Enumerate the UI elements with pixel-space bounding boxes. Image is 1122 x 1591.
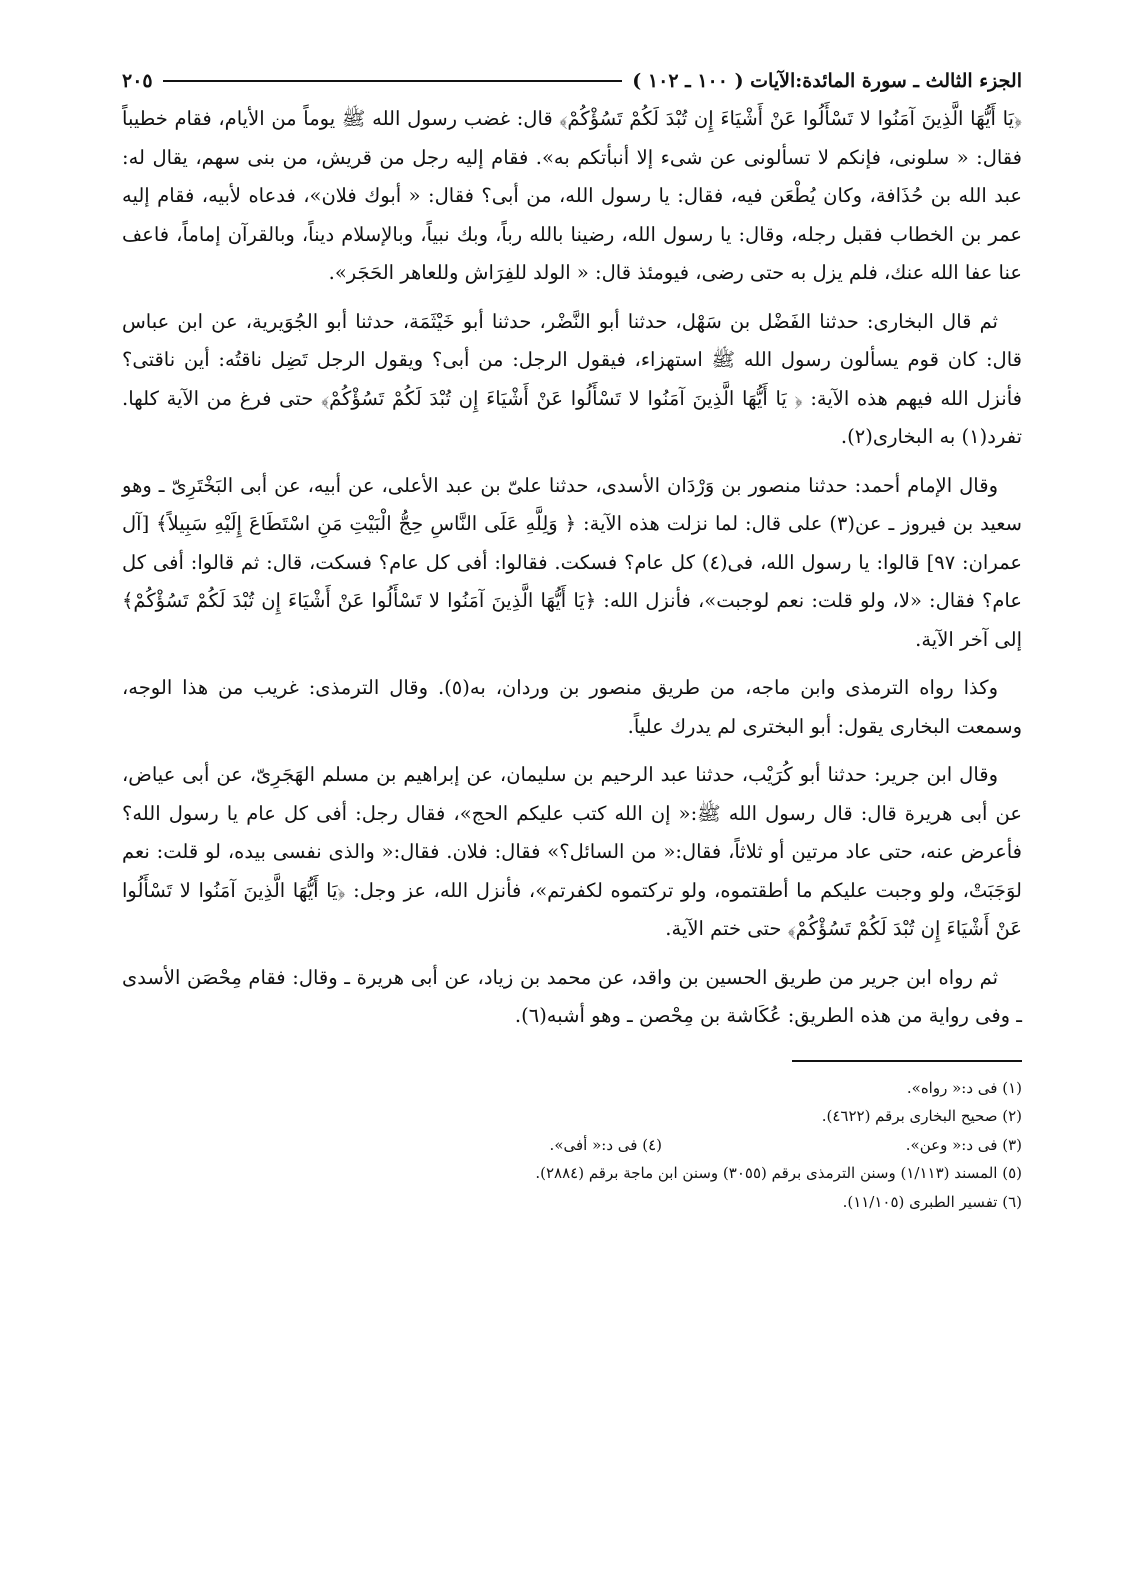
footnote-5: (٥) المسند (١/١١٣) وسنن الترمذى برقم (٣٠٥٥) وسنن ابن ماجة برقم (٢٨٨٤).	[535, 1164, 1022, 1182]
header-rule	[163, 80, 623, 82]
header-title: الجزء الثالث ـ سورة المائدة:الآيات ( ١٠٠ ـ ١٠٢ )	[632, 70, 1022, 92]
paragraph-2: ثم قال البخارى: حدثنا الفَضْل بن سَهْل، حدثنا أبو النَّضْر، حدثنا أبو خَيْثَمَة، حدثنا أبو الجُوَيرية، عن ابن عباس قال: كان قوم يسألون رسول الله ﷺ استهزاء، فيقول الرجل: من أبى؟ ويقول الرجل تَضِل ناقتُه: أين ناقتى؟ فأنزل الله فيهم هذه الآية: ﴿ يَا أَيُّهَا الَّذِينَ آمَنُوا لا تَسْأَلُوا عَنْ أَشْيَاءَ إِن تُبْدَ لَكُمْ تَسُؤْكُمْ﴾ حتى فرغ من الآية كلها. تفرد(١) به البخارى(٢).	[122, 309, 1022, 448]
paragraph-1: ﴿يَا أَيُّهَا الَّذِينَ آمَنُوا لا تَسْأَلُوا عَنْ أَشْيَاءَ إِن تُبْدَ لَكُمْ تَسُؤْكُمْ﴾ قال: غضب رسول الله ﷺ يوماً من الأيام، فقام خطيباً فقال: « سلونى، فإنكم لا تسألونى عن شىء إلا أنبأتكم به». فقام إليه رجل من قريش، من بنى سهم، يقال له: عبد الله بن حُذَافة، وكان يُطْعَن فيه، فقال: يا رسول الله، من أبى؟ فقال: « أبوك فلان»، فدعاه لأبيه، فقام إليه عمر بن الخطاب فقبل رجله، وقال: يا رسول الله، رضينا بالله رباً، وبك نبياً، وبالإسلام ديناً، وبالقرآن إماماً، فاعف عنا عفا الله عنك، فلم يزل به حتى رضى، فيومئذ قال: « الولد للفِرَاش وللعاهر الحَجَر».	[122, 107, 1022, 284]
footnote-separator	[792, 1060, 1022, 1062]
paragraph-6: ثم رواه ابن جرير من طريق الحسين بن واقد، عن محمد بن زياد، عن أبى هريرة ـ وقال: فقام مِحْصَن الأسدى ـ وفى رواية من هذه الطريق: عُكَاشة بن مِحْصن ـ وهو أشبه(٦).	[122, 965, 1022, 1027]
footnotes	[122, 1074, 1022, 1217]
footnote-2: (٢) صحيح البخارى برقم (٤٦٢٢).	[821, 1107, 1022, 1125]
footnote-4: (٤) فى د:« أفى».	[549, 1135, 662, 1154]
main-text	[122, 100, 1022, 1036]
paragraph-3: وقال الإمام أحمد: حدثنا منصور بن وَرْدَان الأسدى، حدثنا علىّ بن عبد الأعلى، عن أبيه، عن أبى البَخْتَرِىّ ـ وهو سعيد بن فيروز ـ عن(٣) على قال: لما نزلت هذه الآية: ﴿ وَلِلَّهِ عَلَى النَّاسِ حِجُّ الْبَيْتِ مَنِ اسْتَطَاعَ إِلَيْهِ سَبِيلاً﴾ [آل عمران: ٩٧] قالوا: يا رسول الله، فى(٤) كل عام؟ فسكت. فقالوا: أفى كل عام؟ فسكت، قال: ثم قالوا: أفى كل عام؟ فقال: «لا، ولو قلت: نعم لوجبت»، فأنزل الله: ﴿يَا أَيُّهَا الَّذِينَ آمَنُوا لا تَسْأَلُوا عَنْ أَشْيَاءَ إِن تُبْدَ لَكُمْ تَسُؤْكُمْ﴾ إلى آخر الآية.	[122, 473, 1023, 651]
footnote-1: (١) فى د:« رواه».	[906, 1078, 1022, 1097]
footnote-6: (٦) تفسير الطبرى (١١/١٠٥).	[842, 1192, 1022, 1211]
page-number: ٢٠٥	[122, 70, 153, 92]
paragraph-5: وقال ابن جرير: حدثنا أبو كُرَيْب، حدثنا عبد الرحيم بن سليمان، عن إبراهيم بن مسلم الهَجَرِىّ، عن أبى عياض، عن أبى هريرة قال: قال رسول الله ﷺ:« إن الله كتب عليكم الحج»، فقال رجل: أفى كل عام يا رسول الله؟ فأعرض عنه، حتى عاد مرتين أو ثلاثاً، فقال:« من السائل؟» فقال: فلان. فقال:« والذى نفسى بيده، لو قلت: نعم لوَجَبَتْ، ولو وجبت عليكم ما أطقتموه، ولو تركتموه لكفرتم»، فأنزل الله، عز وجل: ﴿يَا أَيُّهَا الَّذِينَ آمَنُوا لا تَسْأَلُوا عَنْ أَشْيَاءَ إِن تُبْدَ لَكُمْ تَسُؤْكُمْ﴾ حتى ختم الآية.	[122, 763, 1022, 940]
document-page	[122, 62, 1022, 1522]
footnote-3: (٣) فى د:« وعن».	[905, 1135, 1022, 1154]
paragraph-4: وكذا رواه الترمذى وابن ماجه، من طريق منصور بن وردان، به(٥). وقال الترمذى: غريب من هذا الوجه، وسمعت البخارى يقول: أبو البخترى لم يدرك علياً.	[122, 676, 1022, 738]
footnote-row-3-4	[122, 1131, 1022, 1160]
running-header	[122, 62, 1022, 100]
